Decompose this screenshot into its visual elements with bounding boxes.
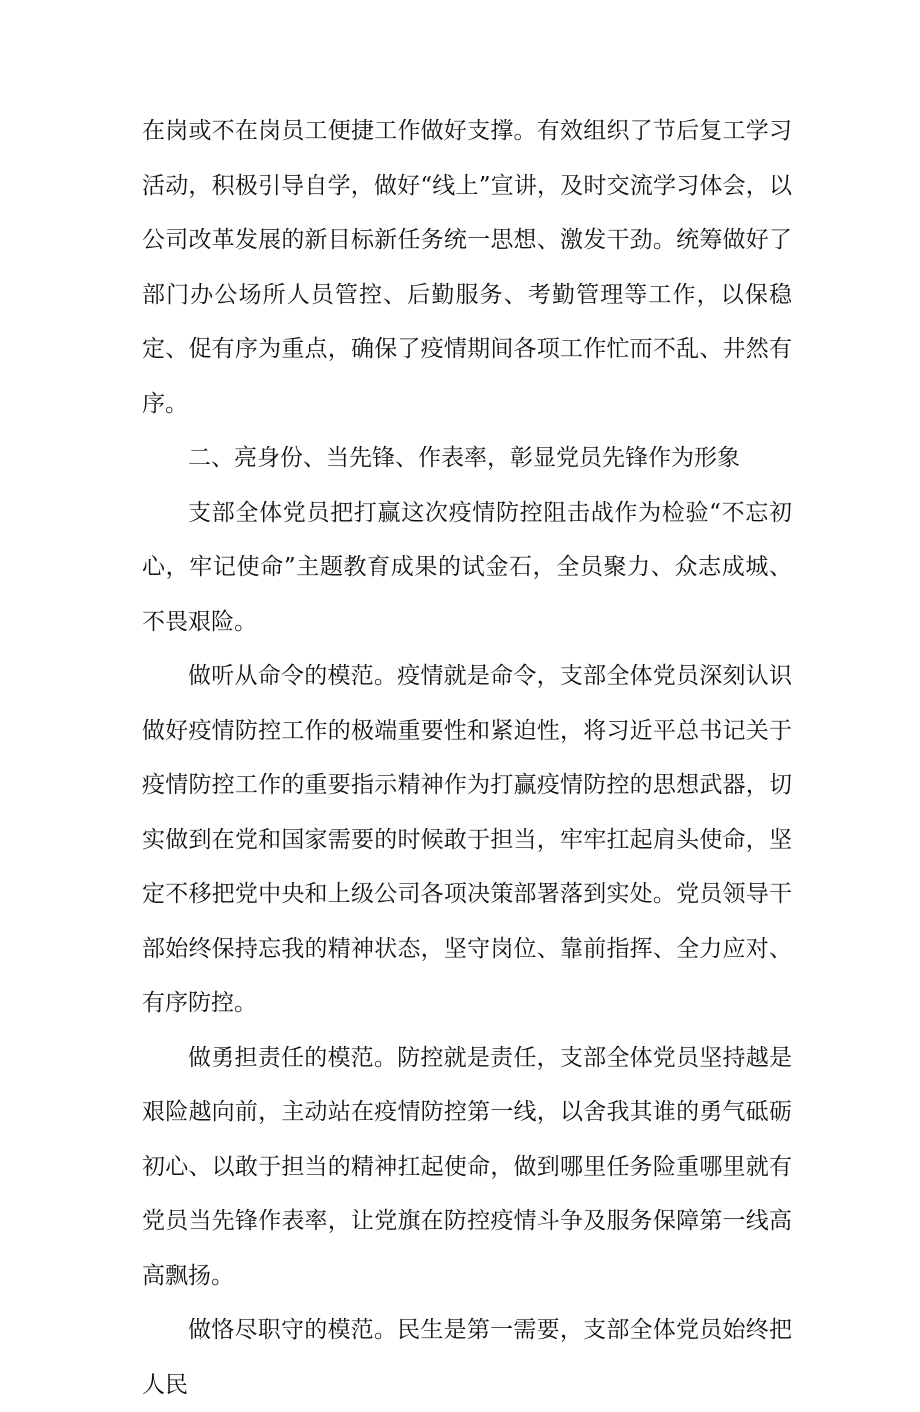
body-paragraph-obey-orders: 做听从命令的模范。疫情就是命令，支部全体党员深刻认识做好疫情防控工作的极端重要性和紧迫性，将习近平总书记关于疫情防控工作的重要指示精神作为打赢疫情防控的思想武器，切实做到在党和国家需要的时候敢于担当，牢牢扛起肩头使命，坚定不移把党中央和上级公司各项决策部署落到实处。党员领导干部始终保持忘我的精神状态，坚守岗位、靠前指挥、全力应对、有序防控。 bbox=[142, 663, 792, 1016]
section-heading-two: 二、亮身份、当先锋、作表率，彰显党员先锋作为形象 bbox=[188, 445, 740, 471]
body-paragraph-duty: 做恪尽职守的模范。民生是第一需要，支部全体党员始终把人民 bbox=[142, 1317, 792, 1398]
body-paragraph-take-responsibility: 做勇担责任的模范。防控就是责任，支部全体党员坚持越是艰险越向前，主动站在疫情防控第一线，以舍我其谁的勇气砥砺初心、以敢于担当的精神扛起使命，做到哪里任务险重哪里就有党员当先锋作表率，让党旗在防控疫情斗争及服务保障第一线高高飘扬。 bbox=[142, 1044, 792, 1289]
body-paragraph-intro: 支部全体党员把打赢这次疫情防控阻击战作为检验“不忘初心，牢记使命”主题教育成果的试金石，全员聚力、众志成城、不畏艰险。 bbox=[142, 499, 792, 635]
body-paragraph-continued: 在岗或不在岗员工便捷工作做好支撑。有效组织了节后复工学习活动，积极引导自学，做好“线上”宣讲，及时交流学习体会，以公司改革发展的新目标新任务统一思想、激发干劲。统筹做好了部门办公场所人员管控、后勤服务、考勤管理等工作，以保稳定、促有序为重点，确保了疫情期间各项工作忙而不乱、井然有序。 bbox=[142, 118, 792, 417]
document-body bbox=[142, 104, 792, 1412]
